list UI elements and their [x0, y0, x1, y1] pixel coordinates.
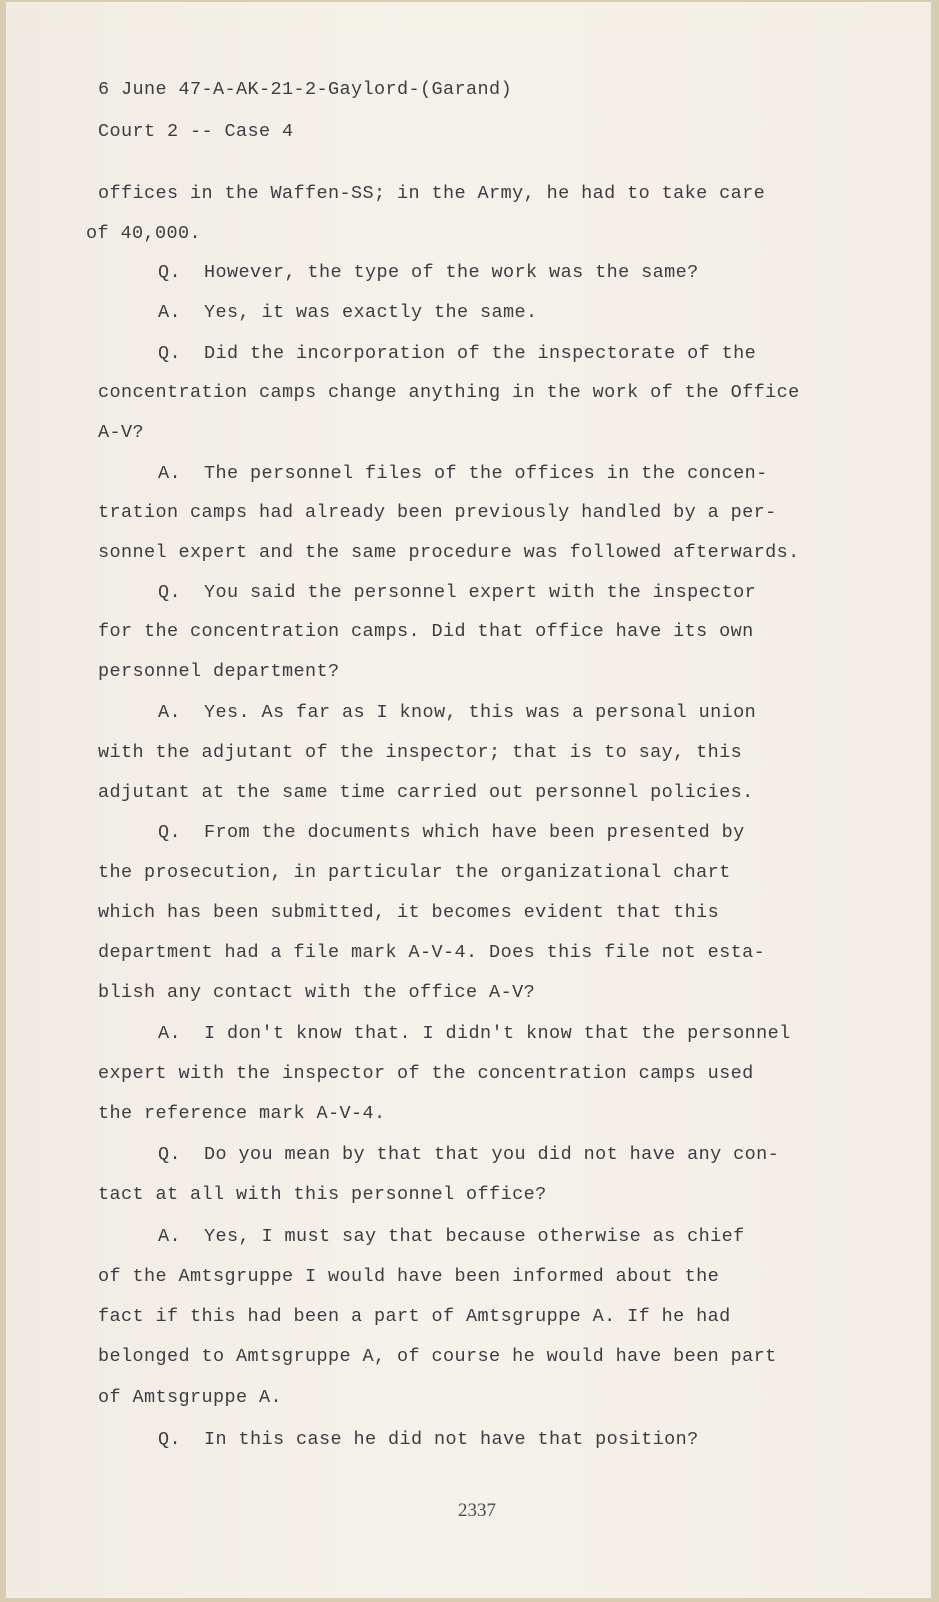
question-line: Q. From the documents which have been presented by: [158, 822, 745, 843]
text-line: personnel department?: [98, 661, 340, 682]
text-line: belonged to Amtsgruppe A, of course he would have been part: [98, 1346, 777, 1367]
text-line: the prosecution, in particular the organizational chart: [98, 862, 731, 883]
text-line: with the adjutant of the inspector; that is to say, this: [98, 742, 743, 763]
question-line: Q. In this case he did not have that position?: [158, 1429, 699, 1450]
text-line: tration camps had already been previously handled by a per-: [98, 502, 777, 523]
text-line: department had a file mark A-V-4. Does this file not esta-: [98, 942, 766, 963]
answer-line: A. I don't know that. I didn't know that the personnel: [158, 1023, 791, 1044]
text-line: offices in the Waffen-SS; in the Army, he had to take care: [98, 183, 766, 204]
text-line: for the concentration camps. Did that office have its own: [98, 621, 754, 642]
text-line: the reference mark A-V-4.: [98, 1103, 386, 1124]
question-line: Q. Do you mean by that that you did not have any con-: [158, 1144, 780, 1165]
question-line: Q. However, the type of the work was the same?: [158, 262, 699, 283]
document-page: [6, 2, 931, 1598]
question-line: Q. Did the incorporation of the inspectorate of the: [158, 343, 757, 364]
question-line: Q. You said the personnel expert with the inspector: [158, 582, 757, 603]
header-line-date-reference: 6 June 47-A-AK-21-2-Gaylord-(Garand): [98, 79, 513, 100]
page-number: 2337: [458, 1500, 496, 1521]
answer-line: A. Yes. As far as I know, this was a personal union: [158, 702, 757, 723]
answer-line: A. The personnel files of the offices in the concen-: [158, 463, 768, 484]
answer-line: A. Yes, I must say that because otherwise as chief: [158, 1226, 745, 1247]
header-line-court-case: Court 2 -- Case 4: [98, 121, 294, 142]
text-line: which has been submitted, it becomes evident that this: [98, 902, 720, 923]
text-line: concentration camps change anything in the work of the Office: [98, 382, 800, 403]
text-line: A-V?: [98, 422, 145, 443]
text-line: of the Amtsgruppe I would have been informed about the: [98, 1266, 720, 1287]
text-line: of Amtsgruppe A.: [98, 1387, 283, 1408]
text-line: fact if this had been a part of Amtsgruppe A. If he had: [98, 1306, 731, 1327]
answer-line: A. Yes, it was exactly the same.: [158, 302, 538, 323]
text-line: sonnel expert and the same procedure was followed afterwards.: [98, 542, 800, 563]
text-line: adjutant at the same time carried out personnel policies.: [98, 782, 754, 803]
text-line: blish any contact with the office A-V?: [98, 982, 536, 1003]
text-line: of 40,000.: [86, 223, 202, 244]
text-line: tact at all with this personnel office?: [98, 1184, 547, 1205]
text-line: expert with the inspector of the concentration camps used: [98, 1063, 754, 1084]
